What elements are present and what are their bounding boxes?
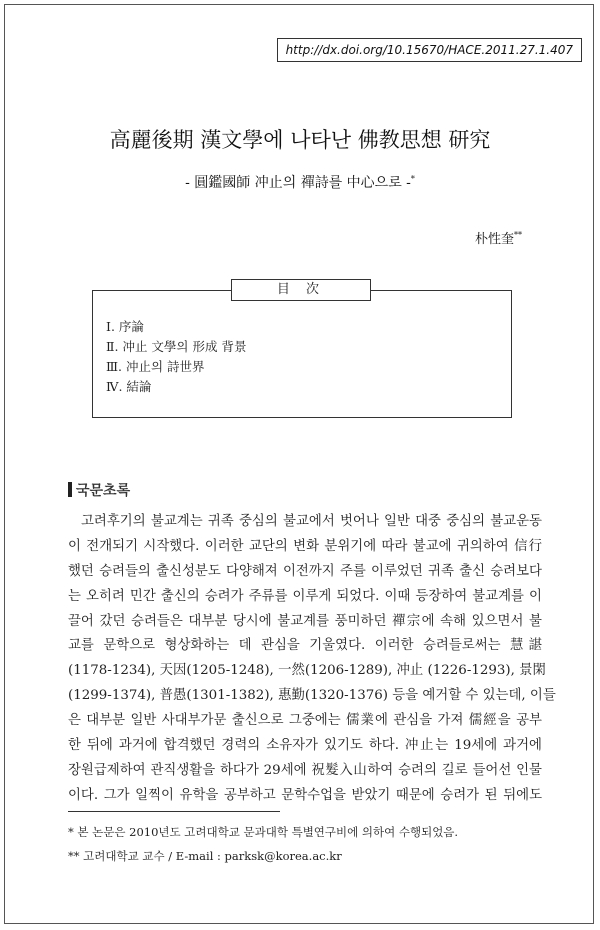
author-text: 朴性奎: [474, 232, 514, 247]
abstract-body: [68, 510, 556, 809]
paper-subtitle: [0, 172, 600, 192]
abstract-line: 한 뒤에 과거에 합격했던 경력의 소유자가 있기도 하다. 冲止는 19세에 과거에: [68, 738, 542, 754]
toc-item: Ⅲ. 冲止의 詩世界: [106, 359, 205, 374]
author-footnote-mark: **: [514, 230, 522, 240]
abstract-line: 고려후기의 불교계는 귀족 중심의 불교에서 벗어나 일반 대중 중심의 불교운동: [81, 514, 542, 529]
footnotes: [68, 820, 542, 868]
footnote-author: ** 고려대학교 교수 / E-mail : parksk@korea.ac.kr: [68, 849, 342, 863]
abstract-line: 장원급제하여 관직생활을 하다가 29세에 祝髮入山하여 승려의 길로 들어선 인물: [68, 762, 542, 778]
abstract-line: 이다. 그가 일찍이 유학을 공부하고 문학수업을 받았기 때문에 승려가 된 뒤에도: [68, 787, 542, 803]
subtitle-footnote-mark: *: [410, 174, 415, 184]
abstract-line: 는 오히려 민간 출신의 승려가 주류를 이루게 되었다. 이때 등장하여 불교계를 이: [68, 588, 542, 604]
footnote-funding: * 본 논문은 2010년도 고려대학교 문과대학 특별연구비에 의하여 수행되었음.: [68, 825, 459, 839]
abstract-heading-text: 국문초록: [76, 483, 131, 499]
doi-link[interactable]: http://dx.doi.org/10.15670/HACE.2011.27.1.407: [277, 38, 582, 62]
abstract-heading: [68, 480, 130, 500]
abstract-line: 끌어 갔던 승려들은 대부분 당시에 불교계를 풍미하던 禪宗에 속해 있으면서 불: [68, 613, 542, 629]
toc-item: Ⅱ. 冲止 文學의 形成 背景: [106, 339, 247, 354]
abstract-line: 했던 승려들의 출신성분도 다양해져 이전까지 주를 이루었던 귀족 출신 승려보다: [68, 563, 542, 579]
abstract-line: 교를 문학으로 형상화하는 데 관심을 기울였다. 이러한 승려들로써는 慧諶: [68, 638, 542, 654]
heading-bar-icon: [68, 482, 72, 497]
footnote-divider: [68, 811, 280, 812]
abstract-line: (1178-1234), 天因(1205-1248), 一然(1206-1289), 冲止 (1226-1293), 景閑: [68, 663, 546, 679]
toc-item: Ⅳ. 結論: [106, 379, 152, 394]
paper-title: 高麗後期 漢文學에 나타난 佛教思想 研究: [109, 128, 491, 152]
toc-list: [106, 317, 246, 397]
subtitle-text: - 圓鑑國師 冲止의 禪詩를 中心으로 -: [185, 175, 411, 191]
abstract-line: (1299-1374), 普愚(1301-1382), 惠勤(1320-1376) 등을 예거할 수 있는데, 이들: [68, 688, 556, 704]
toc-item: Ⅰ. 序論: [106, 319, 144, 334]
table-of-contents: [92, 282, 512, 418]
toc-title: 目 次: [231, 279, 371, 301]
author-name: [475, 228, 522, 247]
abstract-line: 이 전개되기 시작했다. 이러한 교단의 변화 분위기에 따라 불교에 귀의하여 信行: [68, 538, 542, 554]
abstract-line: 은 대부분 일반 사대부가문 출신으로 그중에는 儒業에 관심을 가져 儒經을 공부: [68, 713, 542, 729]
